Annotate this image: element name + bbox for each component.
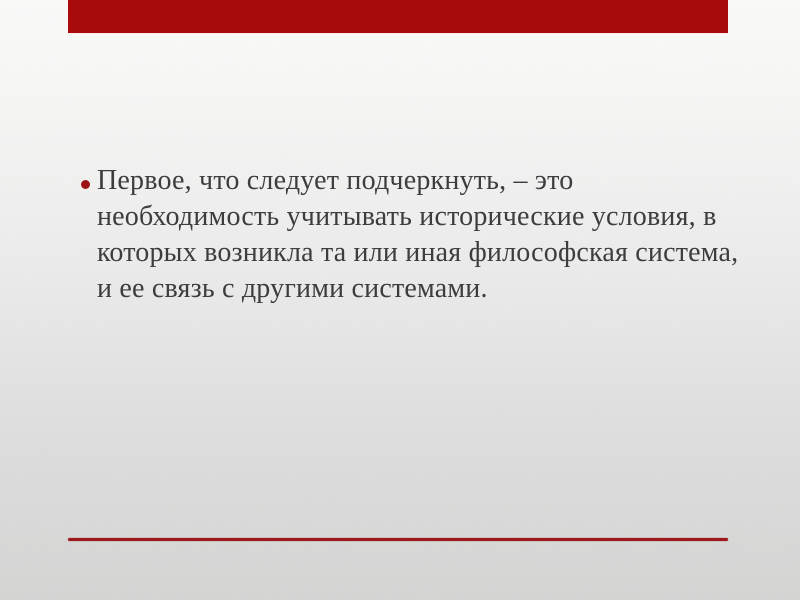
bullet-text-line: и ее связь с другими системами. xyxy=(97,273,488,304)
top-accent-bar xyxy=(68,0,728,33)
slide-body-text-block xyxy=(68,163,748,307)
bullet-text-line: которых возникла та или иная философская система, xyxy=(97,237,739,268)
bullet-list-item xyxy=(68,163,748,307)
bullet-dot-icon xyxy=(81,180,90,189)
bullet-text-line: необходимость учитывать исторические условия, в xyxy=(97,201,717,232)
bullet-text-line: Первое, что следует подчеркнуть, – это xyxy=(97,165,574,196)
bottom-divider-line xyxy=(68,538,728,541)
